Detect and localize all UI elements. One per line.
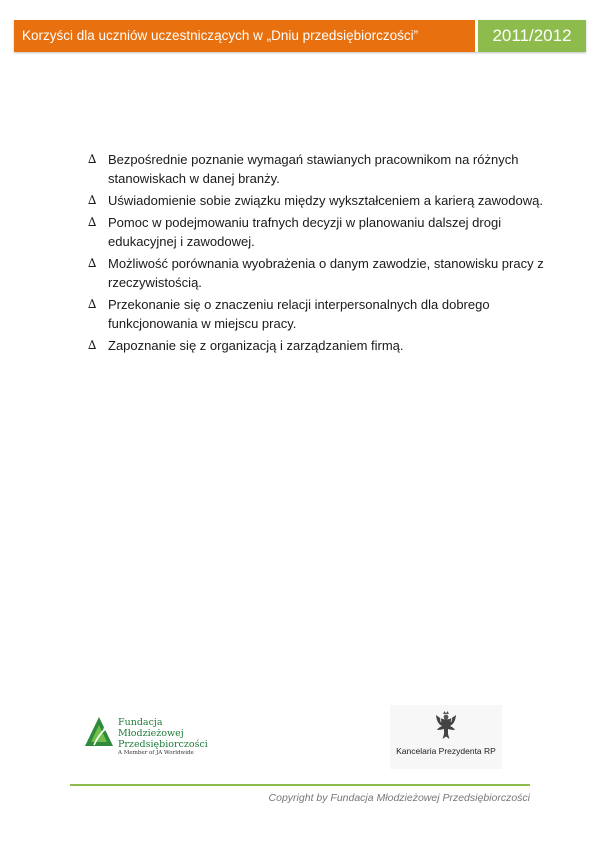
benefits-list (88, 150, 548, 358)
benefit-text: Uświadomienie sobie związku między wykształceniem a karierą zawodową. (108, 193, 543, 208)
benefit-text: Pomoc w podejmowaniu trafnych decyzji w planowaniu dalszej drogi edukacyjnej i zawodowej. (108, 215, 502, 249)
fmp-line-3: Przedsiębiorczości (118, 739, 208, 750)
fmp-line-2: Młodzieżowej (118, 728, 184, 739)
delta-bullet-icon: ∆ (88, 297, 97, 311)
benefit-text: Bezpośrednie poznanie wymagań stawianych pracownikom na różnych stanowiskach w danej branży. (108, 152, 519, 186)
delta-bullet-icon: ∆ (88, 256, 97, 270)
delta-bullet-icon: ∆ (88, 338, 97, 352)
copyright-text: Copyright by Fundacja Młodzieżowej Przedsiębiorczości (268, 792, 530, 804)
benefit-item (88, 254, 548, 292)
fmp-tagline: A Member of JA Worldwide (118, 750, 194, 756)
kprp-logo-text: Kancelaria Prezydenta RP (396, 746, 496, 756)
kprp-logo (390, 705, 502, 769)
green-triangle-logo-icon (84, 716, 114, 748)
delta-bullet-icon: ∆ (88, 193, 97, 207)
benefit-text: Przekonanie się o znaczeniu relacji interpersonalnych dla dobrego funkcjonowania w miejscu pracy. (108, 297, 490, 331)
benefit-item (88, 336, 548, 355)
header-year: 2011/2012 (478, 20, 586, 52)
fmp-line-1: Fundacja (118, 717, 163, 728)
benefit-text: Zapoznanie się z organizacją i zarządzaniem firmą. (108, 338, 404, 353)
fmp-logo-text (118, 717, 208, 750)
white-eagle-emblem-icon (434, 711, 458, 743)
fmp-logo (84, 716, 214, 758)
benefit-item (88, 150, 548, 188)
benefit-item (88, 191, 548, 210)
header-title: Korzyści dla uczniów uczestniczących w „Dniu przedsiębiorczości” (14, 20, 475, 52)
benefit-item (88, 295, 548, 333)
header-bar (14, 20, 586, 52)
benefit-text: Możliwość porównania wyobrażenia o danym zawodzie, stanowisku pracy z rzeczywistością. (108, 256, 544, 290)
delta-bullet-icon: ∆ (88, 152, 97, 166)
footer-divider (70, 784, 530, 786)
benefit-item (88, 213, 548, 251)
delta-bullet-icon: ∆ (88, 215, 97, 229)
